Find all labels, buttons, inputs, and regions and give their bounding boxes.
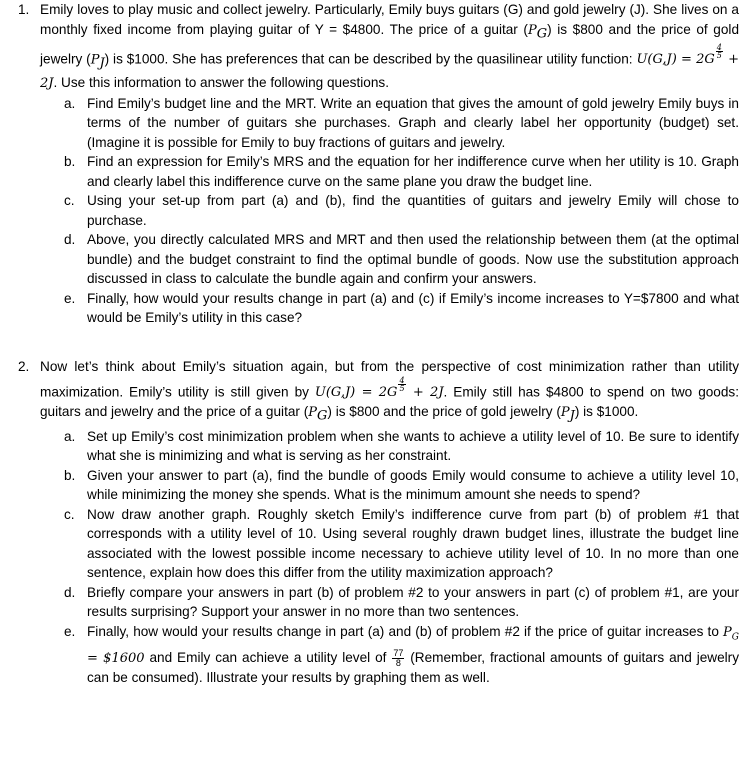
problem-1-number: 1. [18,2,30,17]
price-guitar-new: $P_G$ = $1600 [87,624,739,666]
problem-2-part-e: e. Finally, how would your results change in part (a) and (b) of problem #2 if the price of guitar increases to $P_G$ = $1600 and Emily can achieve a utility level of $\frac{77}{8}$ (Remember, fractional amounts of guitars and jewelry can be consumed). Illustrate your results by graphing them as well. [64,623,739,686]
problem-2-part-c: c. Now draw another graph. Roughly sketch Emily’s indifference curve from part (b) of problem #1 that corresponds with a utility level of 10. Using several roughly drawn budget lines, illustrate the budget line associated with the lowest possible income necessary to achieve utility level of 10. In no more than one sentence, explain how does this differ from the utility maximization approach? [64,506,739,581]
problem-2-part-a: a. Set up Emily’s cost minimization problem when she wants to achieve a utility level of 10. Be sure to identify what she is minimizing and what is serving as her constraint. [64,428,739,464]
problem-2-intro: Now let’s think about Emily’s situation again, but from the perspective of cost minimization rather than utility maximization. Emily’s utility is still given by U(G,J) = 2G $^{\frac{4}{5}}$ + 2J. Emily still has $4800 to spend on two goods: guitars and jewelry and the price of a guitar $(P_G)$ is $800 and the price of gold jewelry $(P_J)$ is $1000. [40,359,740,425]
problem-1-part-e: e. Finally, how would your results change in part (a) and (c) if Emily’s income increases to Y=$7800 and what would be Emily’s utility in this case? [64,290,739,326]
problem-2-part-b: b. Given your answer to part (a), find the bundle of goods Emily would consume to achieve a utility level 10, while minimizing the money she spends. What is the minimum amount she needs to spend? [64,467,739,503]
problem-1-part-a: a. Find Emily’s budget line and the MRT. Write an equation that gives the amount of gold jewelry Emily buys in terms of the number of guitars she purchases. Graph and clearly label her opportunity (budget) set. (Imagine it is possible for Emily to buy fractions of guitars and jewelry. [64,95,739,150]
problem-1-part-d: d. Above, you directly calculated MRS and MRT and then used the relationship between them (at the optimal bundle) and the budget constraint to find the optimal bundle of goods. Now use the substitution approach discussed in class to calculate the bundle again and confirm your answers. [64,232,739,287]
problem-1-part-b: b. Find an expression for Emily’s MRS and the equation for her indifference curve when her utility is 10. Graph and clearly label this indifference curve on the same plane you draw the budget line. [64,154,739,189]
problem-1 [0,0,739,328]
problem-1-parts [0,94,739,328]
problem-2 [0,357,739,688]
utility-function-2: U(G,J) = 2G $^{\frac{4}{5}}$ + 2J [314,375,444,400]
problem-2-number: 2. [18,359,30,374]
exponent-fraction: 4 5 [399,375,405,393]
problem-2-parts [0,427,739,688]
problem-1-part-c: c. Using your set-up from part (a) and (b), find the quantities of guitars and jewelry Emily will chose to purchase. [64,193,739,228]
exponent-fraction: 4 5 [716,42,722,60]
utility-function-1: U(G,J) = 2G $^{\frac{4}{5}}$ + 2J [40,42,740,92]
problem-2-part-d: d. Briefly compare your answers in part (b) of problem #2 to your answers in part (c) of problem #1, are your results surprising? Support your answer in no more than two sentences. [64,584,739,620]
problem-1-intro: Emily loves to play music and collect jewelry. Particularly, Emily buys guitars (G) and gold jewelry (J). She lives on a monthly fixed income from playing guitar of Y = $4800. The price of a guitar $(P_G)$ is $800 and the price of gold jewelry $(P_J)$ is $1000. She has preferences that can be described by the quasilinear utility function: U(G,J) = 2G $^{\frac{4}{5}}$ + 2J. Use this information to answer the following questions. [40,2,740,92]
utility-level-fraction: $\frac{77}{8}$ [393,647,404,668]
